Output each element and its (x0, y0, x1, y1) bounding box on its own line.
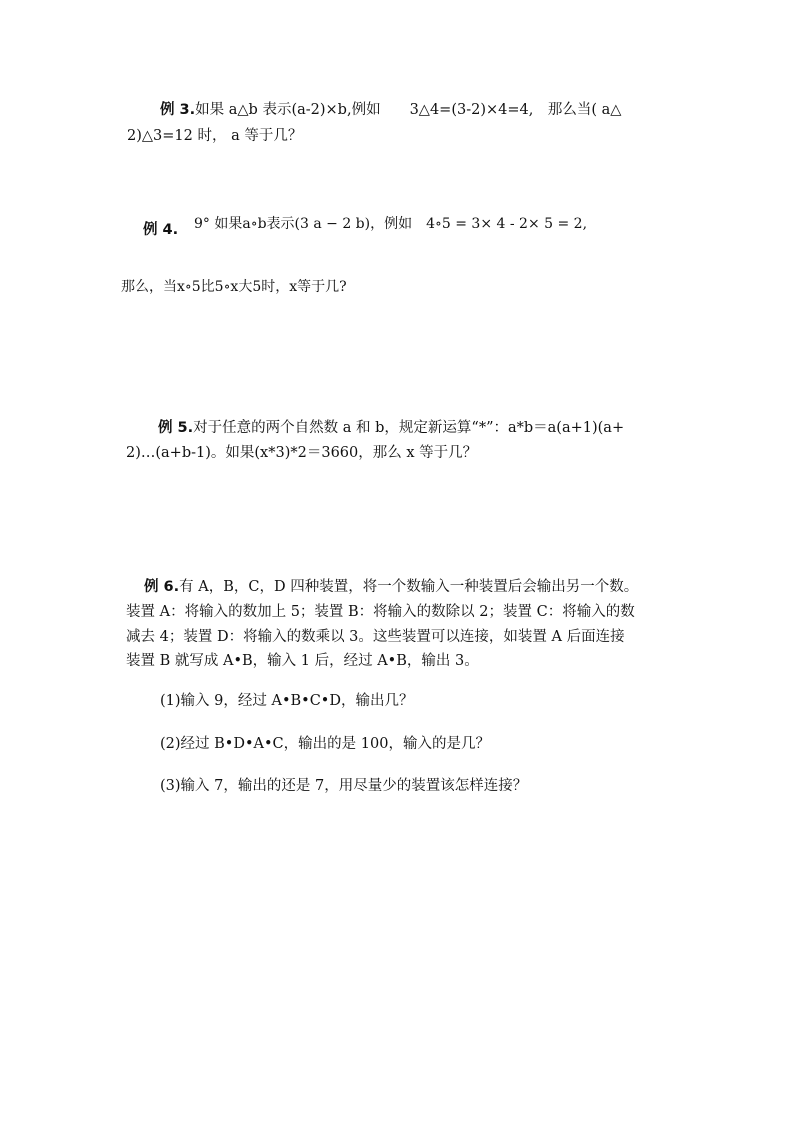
example-4-line-2: 那么，当x∘5比5∘x大5时，x等于几? (121, 279, 347, 295)
example-6-question-3: (3)输入 7，输出的还是 7，用尽量少的装置该怎样连接？ (160, 778, 528, 794)
example-6-line-2: 装置 A：将输入的数加上 5；装置 B：将输入的数除以 2；装置 C：将输入的数 (126, 604, 635, 620)
example-6-line-3: 减去 4；装置 D：将输入的数乘以 3。这些装置可以连接，如装置 A 后面连接 (126, 629, 625, 645)
example-6-text-1: 有 A，B，C，D 四种装置，将一个数输入一种装置后会输出另一个数。 (179, 579, 639, 595)
example-6-line-1 (144, 577, 638, 597)
example-5-label: 例 5. (158, 420, 194, 436)
example-3-line-2: 2)△3=12 时， a 等于几？ (127, 128, 303, 144)
example-6-question-1: (1)输入 9，经过 A•B•C•D，输出几？ (160, 693, 414, 709)
example-4-line-1: 9° 如果a∘b表示(3 a − 2 b)，例如 4∘5 = 3× 4 - 2× 5 = 2, (194, 216, 588, 232)
example-6-line-4: 装置 B 就写成 A•B，输入 1 后，经过 A•B，输出 3。 (126, 653, 479, 669)
example-5-text-1: 对于任意的两个自然数 a 和 b，规定新运算“*”：a*b＝a(a+1)(a+ (193, 420, 625, 436)
example-5-line-2: 2)…(a+b-1)。如果(x*3)*2＝3660，那么 x 等于几？ (126, 445, 478, 461)
example-3-text-1: 如果 a△b 表示(a-2)×b,例如 3△4=(3-2)×4=4, 那么当( a△ (195, 102, 622, 118)
example-5-line-1 (158, 418, 624, 438)
example-4-label: 例 4. (143, 222, 179, 238)
example-6-question-2: (2)经过 B•D•A•C，输出的是 100，输入的是几？ (160, 736, 490, 752)
example-3-label: 例 3. (160, 102, 196, 118)
example-6-label: 例 6. (144, 579, 180, 595)
example-3-line-1 (160, 100, 621, 120)
